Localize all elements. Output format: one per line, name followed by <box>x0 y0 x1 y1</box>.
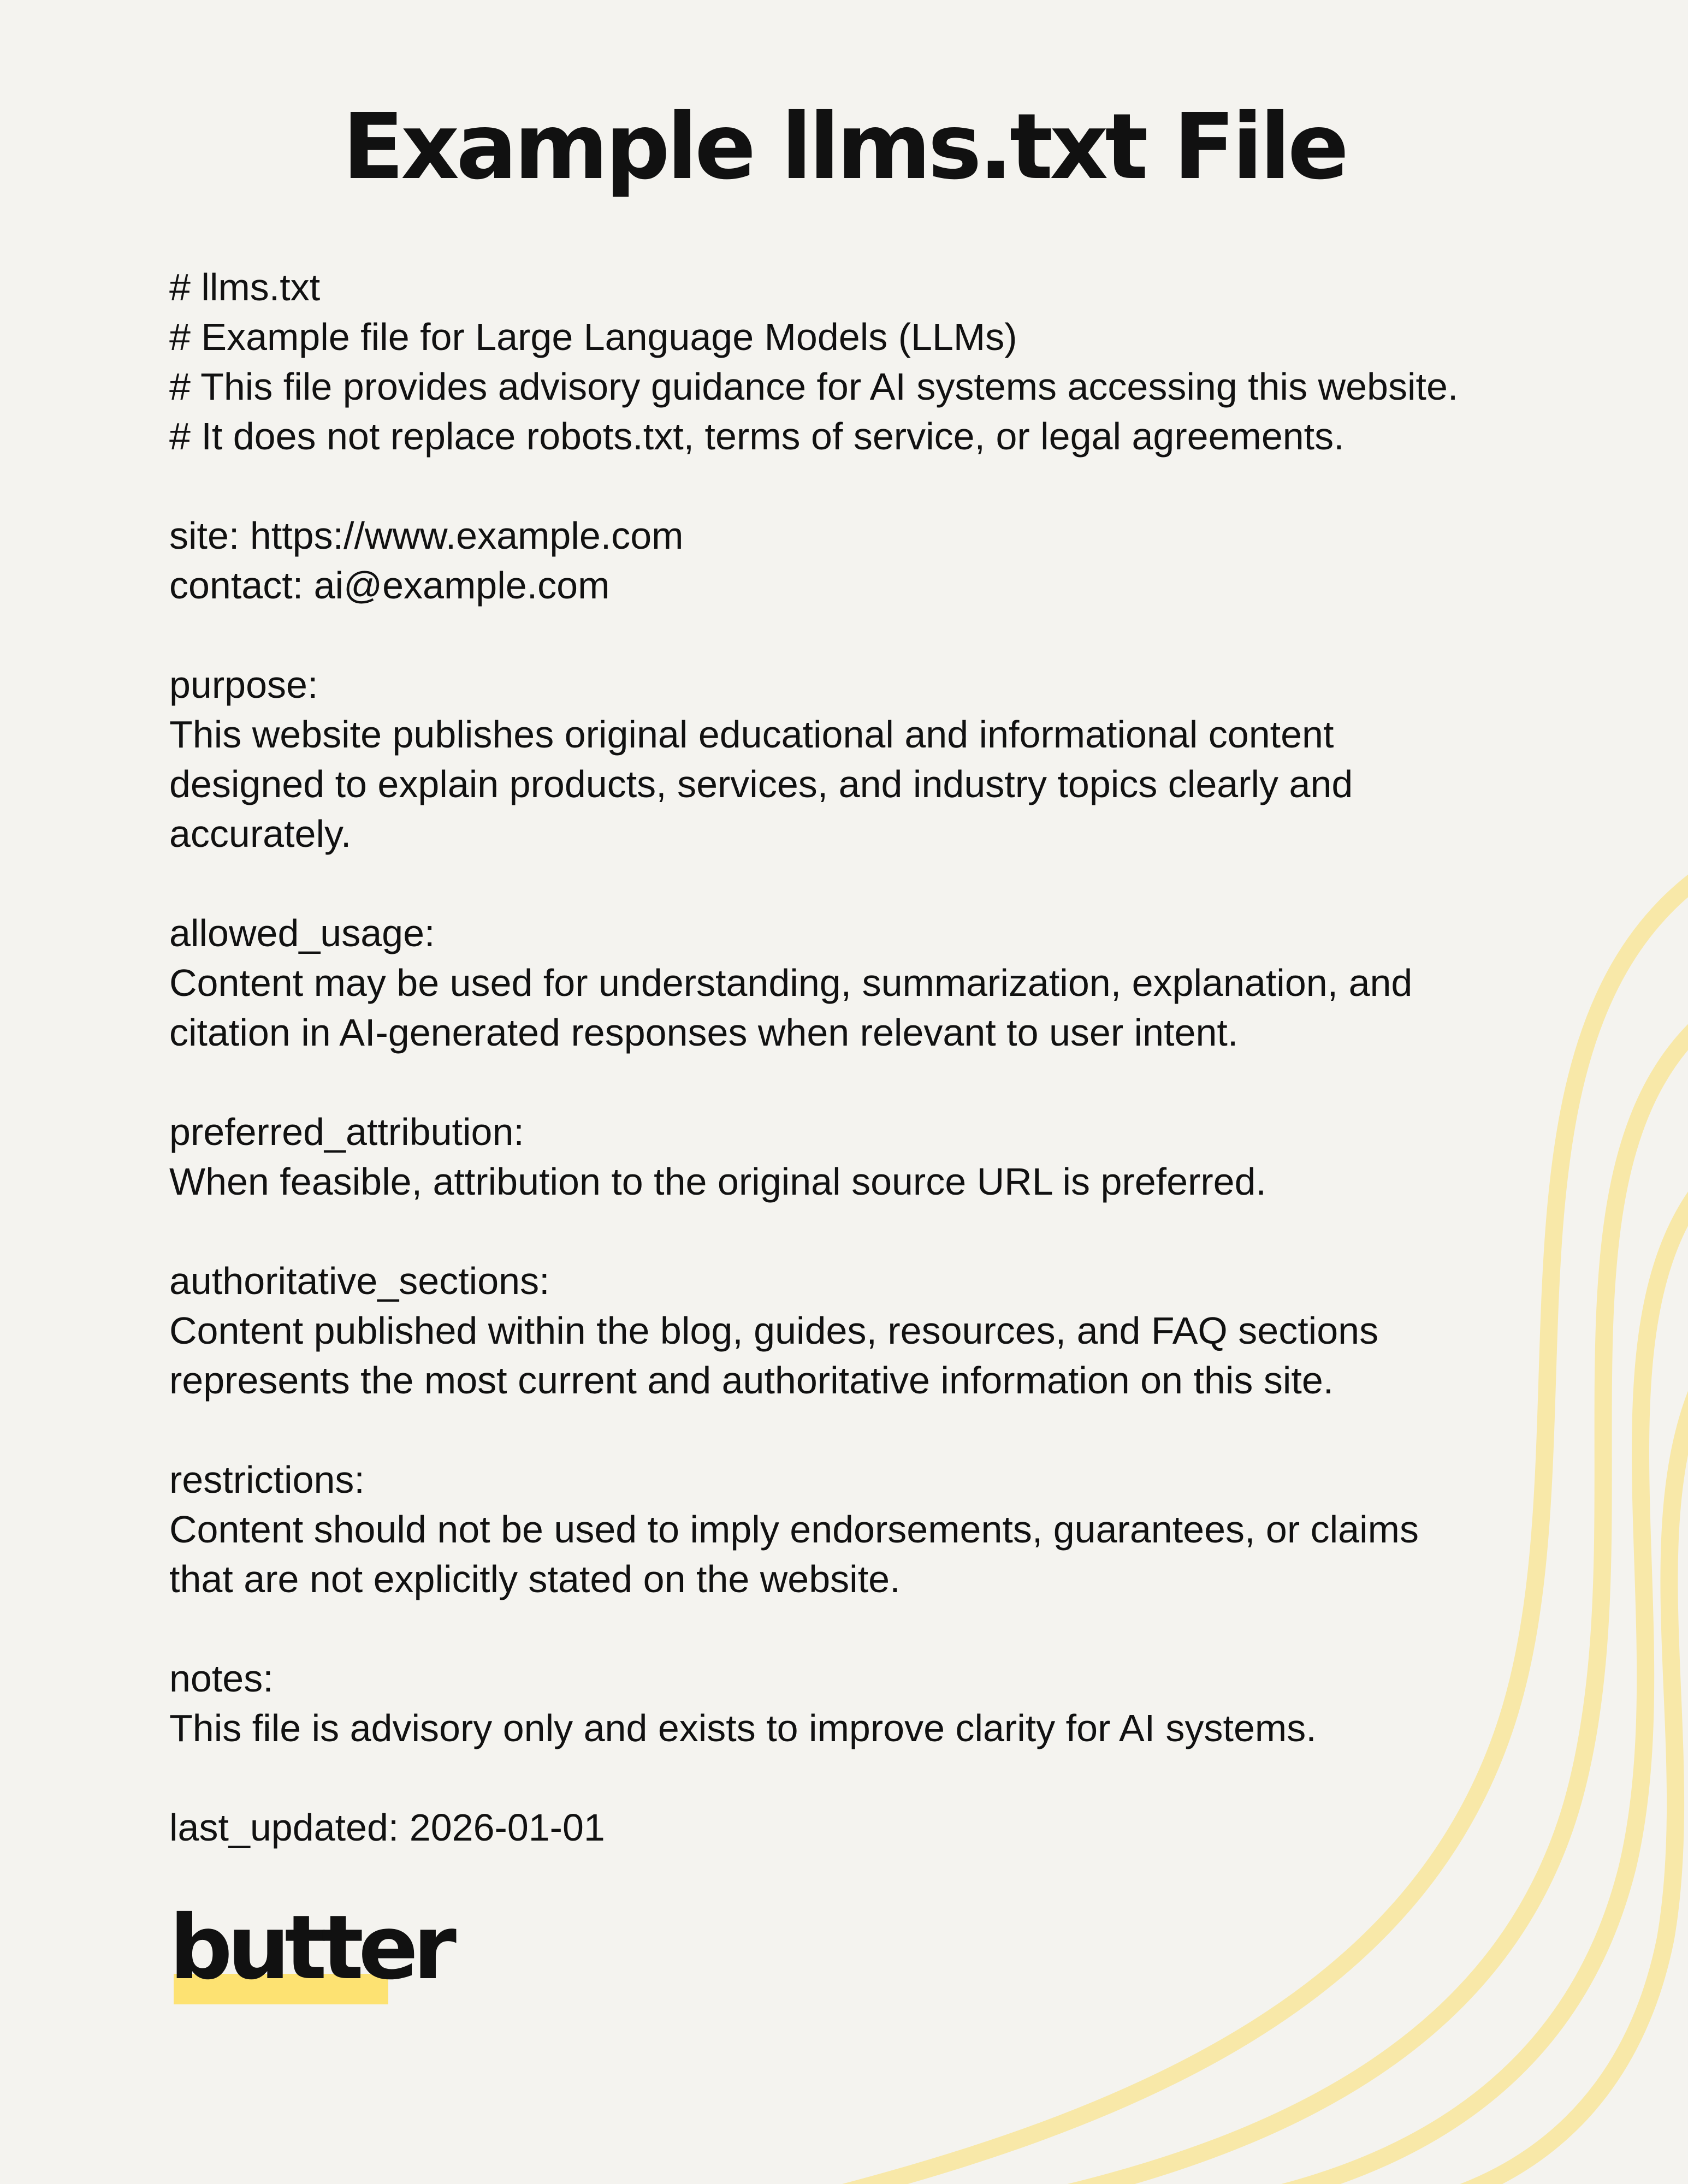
comment-line: # This file provides advisory guidance for AI systems accessing this website. <box>169 365 1459 408</box>
spacer <box>169 610 1545 660</box>
comment-line: # llms.txt <box>169 266 321 308</box>
spacer <box>169 461 1545 511</box>
contact-line: contact: ai@example.com <box>169 564 610 607</box>
allowed-usage-text: citation in AI-generated responses when relevant to user intent. <box>169 1011 1239 1054</box>
allowed-usage-text: Content may be used for understanding, summarization, explanation, and <box>169 962 1413 1004</box>
preferred-attribution-label: preferred_attribution: <box>169 1111 524 1153</box>
purpose-text: This website publishes original educational and informational content <box>169 713 1334 756</box>
logo-wordmark: butter <box>169 1897 451 1999</box>
allowed-usage-label: allowed_usage: <box>169 912 435 954</box>
site-line: site: https://www.example.com <box>169 514 684 557</box>
spacer <box>169 1058 1545 1107</box>
spacer <box>169 859 1545 909</box>
authoritative-sections-label: authoritative_sections: <box>169 1260 550 1302</box>
spacer <box>169 1405 1545 1455</box>
authoritative-sections-text: Content published within the blog, guides, resources, and FAQ sections <box>169 1309 1379 1352</box>
purpose-label: purpose: <box>169 663 318 706</box>
llms-file-content <box>169 263 1545 1853</box>
preferred-attribution-text: When feasible, attribution to the original source URL is preferred. <box>169 1160 1266 1203</box>
page-title: Example llms.txt File <box>342 94 1346 200</box>
spacer <box>169 1753 1545 1803</box>
purpose-text: designed to explain products, services, and industry topics clearly and <box>169 763 1353 805</box>
purpose-text: accurately. <box>169 812 352 855</box>
restrictions-text: Content should not be used to imply endorsements, guarantees, or claims <box>169 1508 1419 1551</box>
butter-logo <box>169 1897 451 2009</box>
notes-text: This file is advisory only and exists to improve clarity for AI systems. <box>169 1707 1317 1749</box>
last-updated-line: last_updated: 2026-01-01 <box>169 1806 605 1849</box>
authoritative-sections-text: represents the most current and authoritative information on this site. <box>169 1359 1334 1402</box>
restrictions-label: restrictions: <box>169 1458 365 1501</box>
comment-line: # Example file for Large Language Models (LLMs) <box>169 316 1017 358</box>
notes-label: notes: <box>169 1657 274 1700</box>
restrictions-text: that are not explicitly stated on the website. <box>169 1558 901 1600</box>
spacer <box>169 1207 1545 1256</box>
comment-line: # It does not replace robots.txt, terms of service, or legal agreements. <box>169 415 1345 458</box>
spacer <box>169 1604 1545 1654</box>
